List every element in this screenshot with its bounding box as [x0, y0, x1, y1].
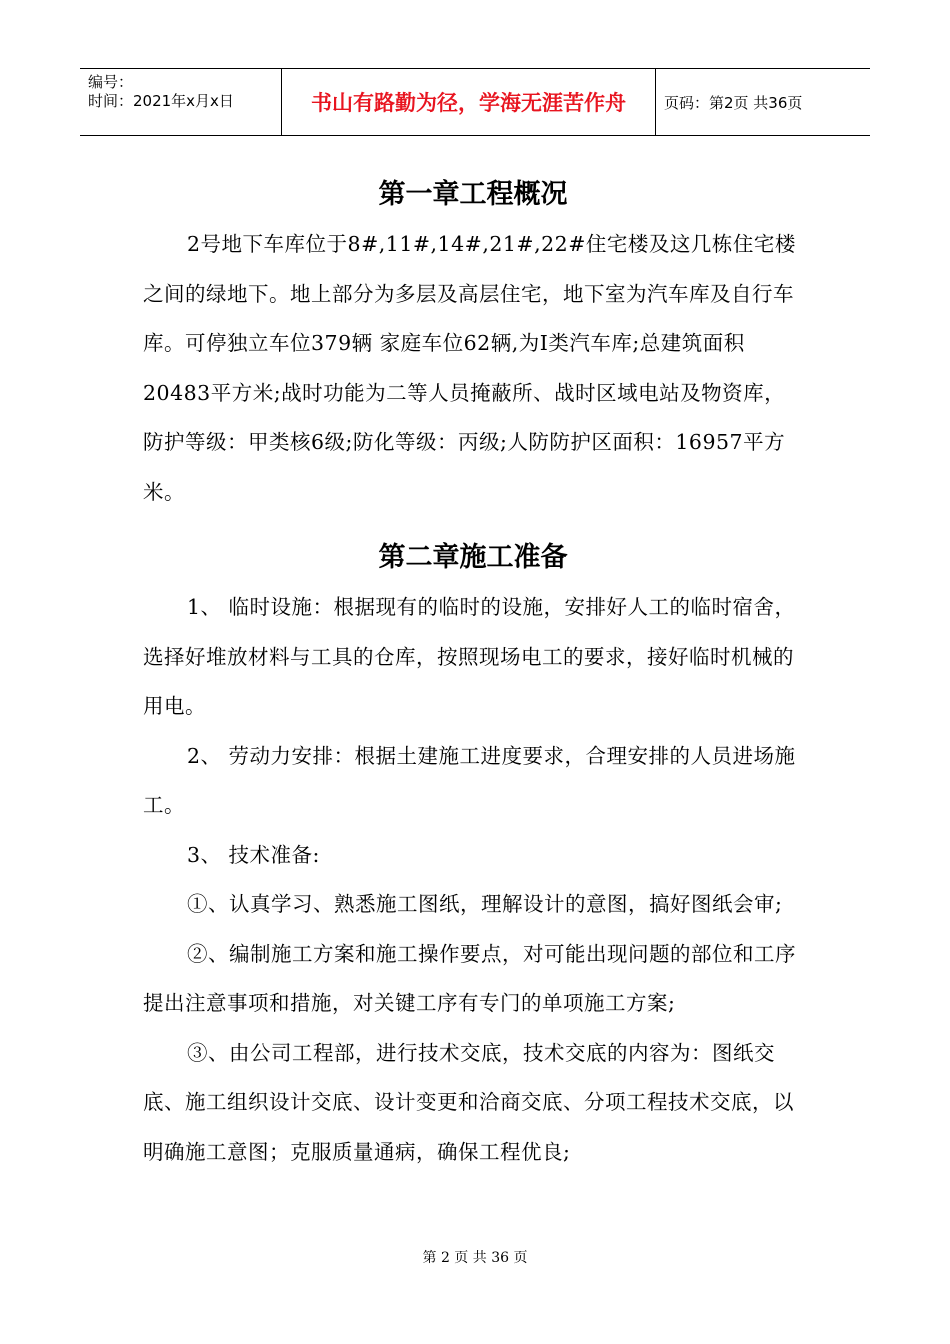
header-meta [80, 69, 282, 135]
header-motto: 书山有路勤为径，学海无涯苦作舟 [282, 69, 656, 135]
page-footer: 第 2 页 共 36 页 [422, 1250, 528, 1266]
subitem-technical-briefing: ③、由公司工程部，进行技术交底，技术交底的内容为：图纸交底、施工组织设计交底、设计变更和洽商交底、分项工程技术交底，以明确施工意图；克服质量通病，确保工程优良; [143, 1040, 794, 1164]
header-time: 时间：2021年x月x日 [88, 92, 234, 110]
chapter1-paragraph: 2号地下车库位于8#,11#,14#,21#,22#住宅楼及这几栋住宅楼之间的绿地下。地上部分为多层及高层住宅，地下室为汽车库及自行车库。可停独立车位379辆 家庭车位62辆,为Ⅰ类汽车库;总建筑面积20483平方米;战时功能为二等人员掩蔽所、战时区域电站及物资库，防护等级：甲类核6级;防化等级：丙级;人防防护区面积：16957平方米。 [143, 232, 796, 504]
subitem-construction-plan: ②、编制施工方案和施工操作要点，对可能出现问题的部位和工序提出注意事项和措施，对关键工序有专门的单项施工方案; [143, 941, 796, 1015]
header-number: 编号： [88, 73, 134, 91]
item-labor-arrangement: 2、 劳动力安排：根据土建施工进度要求，合理安排的人员进场施工。 [143, 743, 796, 817]
header-page-info: 页码：第2页 共36页 [664, 93, 803, 112]
item-temporary-facilities: 1、 临时设施：根据现有的临时的设施，安排好人工的临时宿舍，选择好堆放材料与工具的仓库，按照现场电工的要求，接好临时机械的用电。 [143, 595, 796, 718]
chapter2-title: 第二章施工准备 [378, 542, 568, 573]
item-technical-preparation: 3、 技术准备: [187, 842, 320, 867]
chapter1-title: 第一章工程概况 [378, 179, 568, 210]
page-header [80, 68, 870, 136]
document-body [143, 170, 803, 1177]
subitem-drawings-study: ①、认真学习、熟悉施工图纸，理解设计的意图，搞好图纸会审; [187, 892, 783, 916]
